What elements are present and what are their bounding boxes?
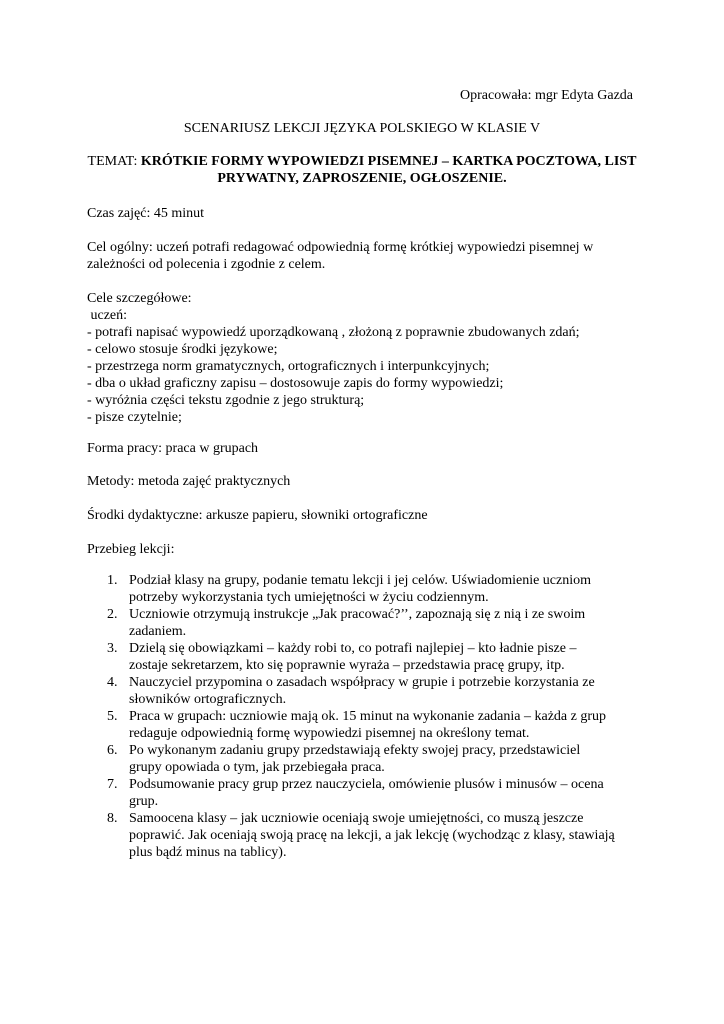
step-line: słowników ortograficznych. xyxy=(129,692,287,707)
list-item xyxy=(93,708,653,742)
step-number: 5. xyxy=(107,709,118,724)
specific-goal-item: - wyróżnia części tekstu zgodnie z jego strukturą; xyxy=(87,393,365,408)
methods: Metody: metoda zajęć praktycznych xyxy=(87,474,291,489)
step-line: Uczniowie otrzymują instrukcje „Jak pracować?’’, zapoznają się z nią i ze swoim xyxy=(129,607,586,622)
topic-text: KRÓTKIE FORMY WYPOWIEDZI PISEMNEJ – KARTKA POCZTOWA, LIST PRYWATNY, ZAPROSZENIE, OGŁOSZENIE. xyxy=(140,154,637,186)
step-line: Podział klasy na grupy, podanie tematu lekcji i jej celów. Uświadomienie uczniom xyxy=(129,573,591,588)
step-line: grup. xyxy=(129,794,159,809)
step-line: grupy opowiada o tym, jak przebiegała praca. xyxy=(129,760,385,775)
step-line: potrzeby wykorzystania tych umiejętności w życiu codziennym. xyxy=(129,590,489,605)
step-line: Samoocena klasy – jak uczniowie oceniają swoje umiejętności, co muszą jeszcze xyxy=(129,811,584,826)
scenario-title: SCENARIUSZ LEKCJI JĘZYKA POLSKIEGO W KLASIE V xyxy=(183,121,541,136)
specific-goal-item: - pisze czytelnie; xyxy=(87,410,182,425)
specific-goals-intro: uczeń: xyxy=(87,308,128,323)
step-line: Praca w grupach: uczniowie mają ok. 15 minut na wykonanie zadania – każda z grup xyxy=(129,709,606,724)
list-item xyxy=(93,810,653,861)
step-line: Po wykonanym zadaniu grupy przedstawiają efekty swojej pracy, przedstawiciel xyxy=(129,743,581,758)
step-number: 6. xyxy=(107,743,118,758)
step-number: 7. xyxy=(107,777,118,792)
list-item xyxy=(93,742,653,776)
specific-goal-item: - dba o układ graficzny zapisu – dostosowuje zapis do formy wypowiedzi; xyxy=(87,376,504,391)
step-number: 3. xyxy=(107,641,118,656)
lesson-steps-list xyxy=(93,572,653,861)
specific-goals xyxy=(87,290,647,426)
step-line: zadaniem. xyxy=(129,624,187,639)
general-goal xyxy=(87,239,647,273)
specific-goal-item: - przestrzega norm gramatycznych, ortograficznych i interpunkcyjnych; xyxy=(87,359,490,374)
teaching-aids: Środki dydaktyczne: arkusze papieru, słowniki ortograficzne xyxy=(87,508,428,523)
step-line: Podsumowanie pracy grup przez nauczyciela, omówienie plusów i minusów – ocena xyxy=(129,777,604,792)
author-line: Opracowała: mgr Edyta Gazda xyxy=(460,88,633,103)
lesson-course-heading: Przebieg lekcji: xyxy=(87,542,175,557)
step-line: Dzielą się obowiązkami – każdy robi to, co potrafi najlepiej – kto ładnie pisze – xyxy=(129,641,577,656)
step-line: redaguje odpowiednią formę wypowiedzi pisemnej na określony temat. xyxy=(129,726,530,741)
specific-goals-heading: Cele szczegółowe: xyxy=(87,291,192,306)
list-item xyxy=(93,776,653,810)
general-goal-line: Cel ogólny: uczeń potrafi redagować odpowiednią formę krótkiej wypowiedzi pisemnej w xyxy=(87,240,594,255)
step-number: 8. xyxy=(107,811,118,826)
work-form: Forma pracy: praca w grupach xyxy=(87,441,259,456)
step-line: poprawić. Jak oceniają swoją pracę na lekcji, a jak lekcję (wychodząc z klasy, stawiają xyxy=(129,828,615,843)
step-line: zostaje sekretarzem, kto się poprawnie wyraża – przedstawia pracę grupy, itp. xyxy=(129,658,565,673)
step-line: Nauczyciel przypomina o zasadach współpracy w grupie i potrzebie korzystania ze xyxy=(129,675,595,690)
general-goal-line: zależności od polecenia i zgodnie z celem. xyxy=(87,257,326,272)
step-number: 4. xyxy=(107,675,118,690)
specific-goal-item: - celowo stosuje środki językowe; xyxy=(87,342,278,357)
list-item xyxy=(93,640,653,674)
specific-goal-item: - potrafi napisać wypowiedź uporządkowaną , złożoną z poprawnie zbudowanych zdań; xyxy=(87,325,580,340)
topic-label: TEMAT: xyxy=(87,154,141,169)
topic-heading xyxy=(80,153,644,187)
list-item xyxy=(93,606,653,640)
step-number: 1. xyxy=(107,573,118,588)
duration: Czas zajęć: 45 minut xyxy=(87,206,205,221)
step-line: plus bądź minus na tablicy). xyxy=(129,845,287,860)
step-number: 2. xyxy=(107,607,118,622)
list-item xyxy=(93,572,653,606)
list-item xyxy=(93,674,653,708)
